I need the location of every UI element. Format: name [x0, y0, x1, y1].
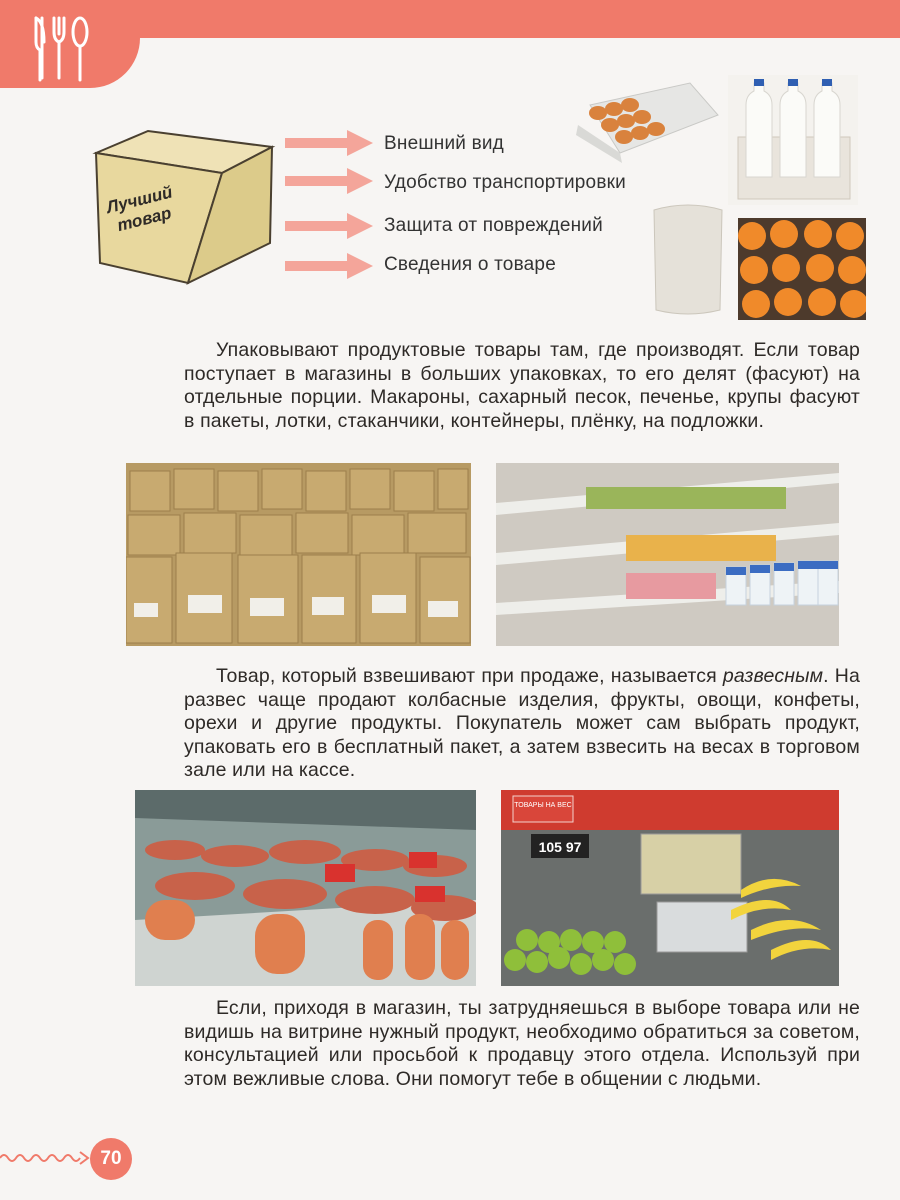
page-footer [0, 1135, 140, 1185]
property-transport: Удобство транспортировки [384, 172, 626, 193]
price-sign: 105 97 [538, 839, 582, 855]
paragraph-seller-advice [184, 997, 860, 1091]
persimmon-tray-image [738, 218, 866, 320]
fruit-section-image [501, 790, 839, 986]
arrow-right-icon [285, 213, 373, 239]
milk-bottles-image [728, 75, 858, 205]
best-product-box [88, 125, 278, 285]
paragraph-packaging-text: Упаковывают продуктовые товары там, где производят. Если товар поступает в магазины в больших упаковках, то его делят (фасуют) на отдельные порции. Макароны, сахарный песок, печенье, крупы фасуют в пакеты, лотки, стаканчики, контейнеры, плёнку, на подложки. [184, 339, 860, 432]
property-appearance: Внешний вид [384, 133, 504, 154]
property-protection: Защита от повреждений [384, 215, 603, 236]
paragraph-weighed-goods-text: Товар, который взвешивают при продаже, называется [216, 665, 723, 687]
arrow-right-icon [285, 168, 373, 194]
sausage-counter-image [135, 790, 476, 986]
sign-weight-goods: ТОВАРЫ НА ВЕС [514, 802, 572, 809]
wavy-line-icon [0, 1148, 92, 1168]
dairy-shelves-image [496, 463, 839, 646]
paragraph-weighed-goods [184, 665, 860, 783]
page-number: 70 [90, 1138, 132, 1180]
arrow-right-icon [285, 130, 373, 156]
paragraph-packaging [184, 339, 860, 433]
sugar-bag-image [648, 200, 728, 318]
cutlery-icon [28, 14, 98, 84]
paragraph-seller-advice-text: Если, приходя в магазин, ты затрудняешься в выборе товара или не видишь на витрине нужный продукт, необходимо обратиться за советом, консультацией или просьбой к продавцу этого отдела. Используй при этом вежливые слова. Они помогут тебе в общении с людьми. [184, 997, 860, 1090]
property-info: Сведения о товаре [384, 254, 556, 275]
cereal-bags-image [126, 463, 471, 646]
term-weighed: развесным [722, 665, 824, 687]
paragraph-weighed-goods-text-end: . На развес чаще продают колбасные изделия, фрукты, овощи, конфеты, орехи и другие продукты. Покупатель может сам выбрать продукт, упаковать его в бесплатный пакет, а затем взвесить на весах в торговом зале или на кассе. [184, 665, 860, 781]
egg-carton-image [570, 75, 720, 165]
box-label: Лучший товар [104, 182, 175, 236]
header-tab [0, 0, 140, 88]
arrow-right-icon [285, 253, 373, 279]
